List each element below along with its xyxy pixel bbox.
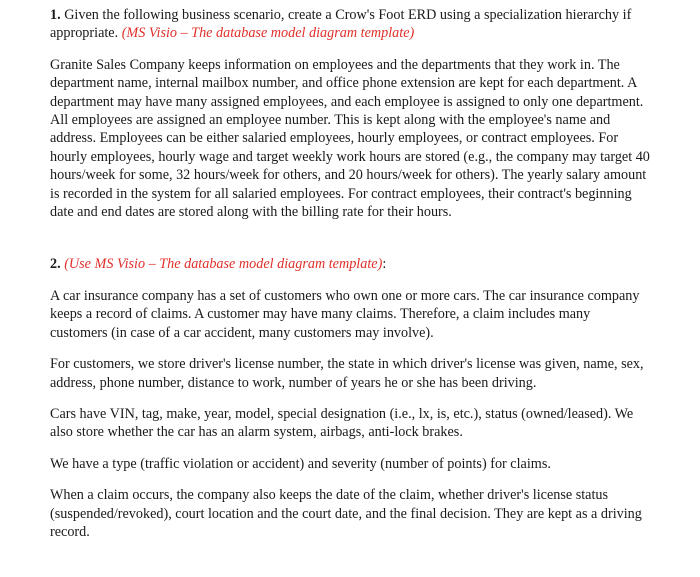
question-2-paragraph-customers-cars: A car insurance company has a set of customers who own one or more cars. The car insurance company keeps a record of claims. A customer may have many claims. Therefore, a claim includes many customers (in case of a car accident, many customers may involve). <box>50 287 640 341</box>
question-2-number: 2. <box>50 256 61 273</box>
question-2-title <box>50 255 650 273</box>
question-1-number: 1. <box>50 7 61 23</box>
question-2-title-suffix: : <box>382 256 387 273</box>
document <box>50 6 650 554</box>
question-2-paragraph-claim-attributes: We have a type (traffic violation or accident) and severity (number of points) for claims. <box>50 455 551 472</box>
question-1-tool-note: (MS Visio – The database model diagram template) <box>121 25 415 42</box>
section-gap <box>50 234 650 255</box>
question-2-paragraph-customer-attributes: For customers, we store driver's license number, the state in which driver's license was given, name, sex, address, phone number, distance to work, number of years he or she has been driving. <box>50 356 644 391</box>
question-1-title <box>50 6 650 43</box>
question-2-paragraph-driving-record: When a claim occurs, the company also keeps the date of the claim, whether driver's license status (suspended/revoked), court location and the court date, and the final decision. They are kept as a driving record. <box>50 487 642 540</box>
question-2-paragraph-car-attributes: Cars have VIN, tag, make, year, model, special designation (i.e., lx, is, etc.), status (owned/leased). We also store whether the car has an alarm system, airbags, anti-lock brakes. <box>50 405 634 441</box>
question-2-tool-note: (Use MS Visio – The database model diagram template) <box>64 256 383 273</box>
question-1-scenario: Granite Sales Company keeps information on employees and the departments that they work in. The department name, internal mailbox number, and office phone extension are kept for each department. A department may have many assigned employees, and each employee is assigned to only one department. All employees are assigned an employee number. This is kept along with the employee's name and address. Employees can be either salaried employees, hourly employees, or contract employees. For hourly employees, hourly wage and target weekly work hours are stored (e.g., the company may target 40 hours/week for some, 32 hours/week for others, and 20 hours/week for others). The yearly salary amount is recorded in the system for all salaried employees. For contract employees, their contract's beginning date and end dates are stored along with the billing rate for their hours. <box>50 56 650 221</box>
question-1-title-text: Given the following business scenario, create a Crow's Foot ERD using a specialization hierarchy if appropriate. <box>50 7 632 42</box>
